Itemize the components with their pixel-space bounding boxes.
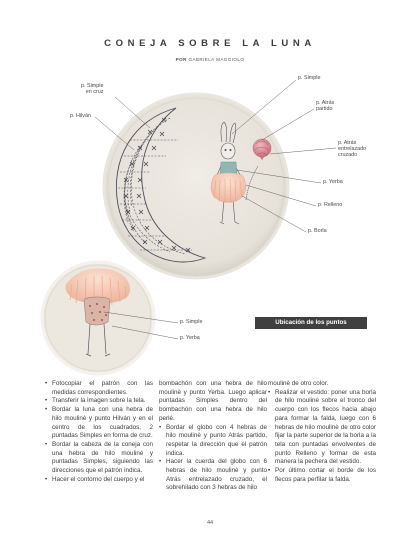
callout-simple-en-cruz [81, 83, 103, 95]
instructions-column-3 [268, 380, 376, 484]
list-item-continued: moulinè de otro color. [268, 380, 329, 387]
list-item: • Hacer la cuerda del globo con 6 hebras de hilo moulinè y punto Atrás entrelazado cruzado, el sobrehilado con 3 hebras de hilo [159, 458, 267, 492]
list-item: • Transferir la imagen sobre la tela. [45, 397, 146, 405]
list-item: • Fotocopiar el patrón con las medidas correspondientes. [45, 380, 153, 396]
callout-atras-entrelazado-line2: entrelazado [338, 146, 367, 152]
callout-atras-partido-line2: partido [316, 106, 333, 112]
list-item: • Por último cortar el borde de los flecos para perfilar la falda. [268, 467, 376, 483]
list-item-continued: bombachón con una hebra de hilo moulinè y punto Yerba. Luego aplicar puntadas Simples dentro del bombachón con una hebra de hilo perlé. [159, 380, 267, 422]
main-hoop [104, 94, 288, 278]
byline-author: GABRIELA MAGGIOLO [188, 57, 245, 62]
callout-detail-yerba: p. Yerba [180, 335, 200, 341]
list-item: • Bordar la cabeza de la coneja con una hebra de hilo moulinè y puntadas Simples, siguiendo las direcciones que el patrón indica. [45, 440, 153, 475]
page-number: 44 [206, 520, 214, 526]
list-item: • Hacer el contorno del cuerpo y el [45, 475, 145, 483]
detail-hoop [42, 262, 154, 374]
callout-atras-entrelazado-line3: cruzado [338, 152, 358, 158]
callout-atras-entrelazado [338, 140, 366, 158]
callout-atras-partido-line1: p. Atrás [316, 100, 335, 106]
callout-atras-partido [316, 100, 334, 112]
list-item: • Realizar el vestido: poner una borla de hilo moulinè sobre el tronco del cuerpo con los flecos hacia abajo para formar la falda, luego con 6 hebras de hilo moulinè de otro color fijar la parte superior de la borla a la tela con puntadas envolventes de punto Relleno y formar de esta manera la pechera del vestido. [268, 388, 376, 466]
byline-prefix: POR [175, 57, 187, 62]
callout-atras-entrelazado-line1: p. Atrás [338, 140, 357, 146]
callout-relleno: p. Relleno [318, 202, 343, 208]
page-title: CONEJA SOBRE LA LUNA [104, 38, 316, 49]
callout-borla: p. Borla [308, 228, 327, 234]
callout-simple-en-cruz-line2: en cruz [85, 89, 104, 95]
callout-yerba: p. Yerba [323, 179, 343, 185]
callout-hilvan: p. Hilván [70, 113, 91, 119]
section-heading: Ubicación de los puntos [255, 317, 367, 329]
instructions-column-1 [45, 380, 153, 484]
list-item: • Bordar el globo con 4 hebras de hilo moulinè y punto Atrás partido, respetar la dirección que el patrón indica. [159, 423, 267, 457]
instructions-column-2 [159, 380, 267, 493]
callout-simple-en-cruz-line1: p. Simple [81, 83, 104, 89]
list-item: • Bordar la luna con una hebra de hilo moulinè y punto Hilván y en el centro de los cuadrados, 2 puntadas Simples en forma de cruz. [45, 406, 153, 440]
callout-detail-simple: p. Simple [180, 319, 203, 325]
callout-simple-top: p. Simple [298, 75, 321, 81]
